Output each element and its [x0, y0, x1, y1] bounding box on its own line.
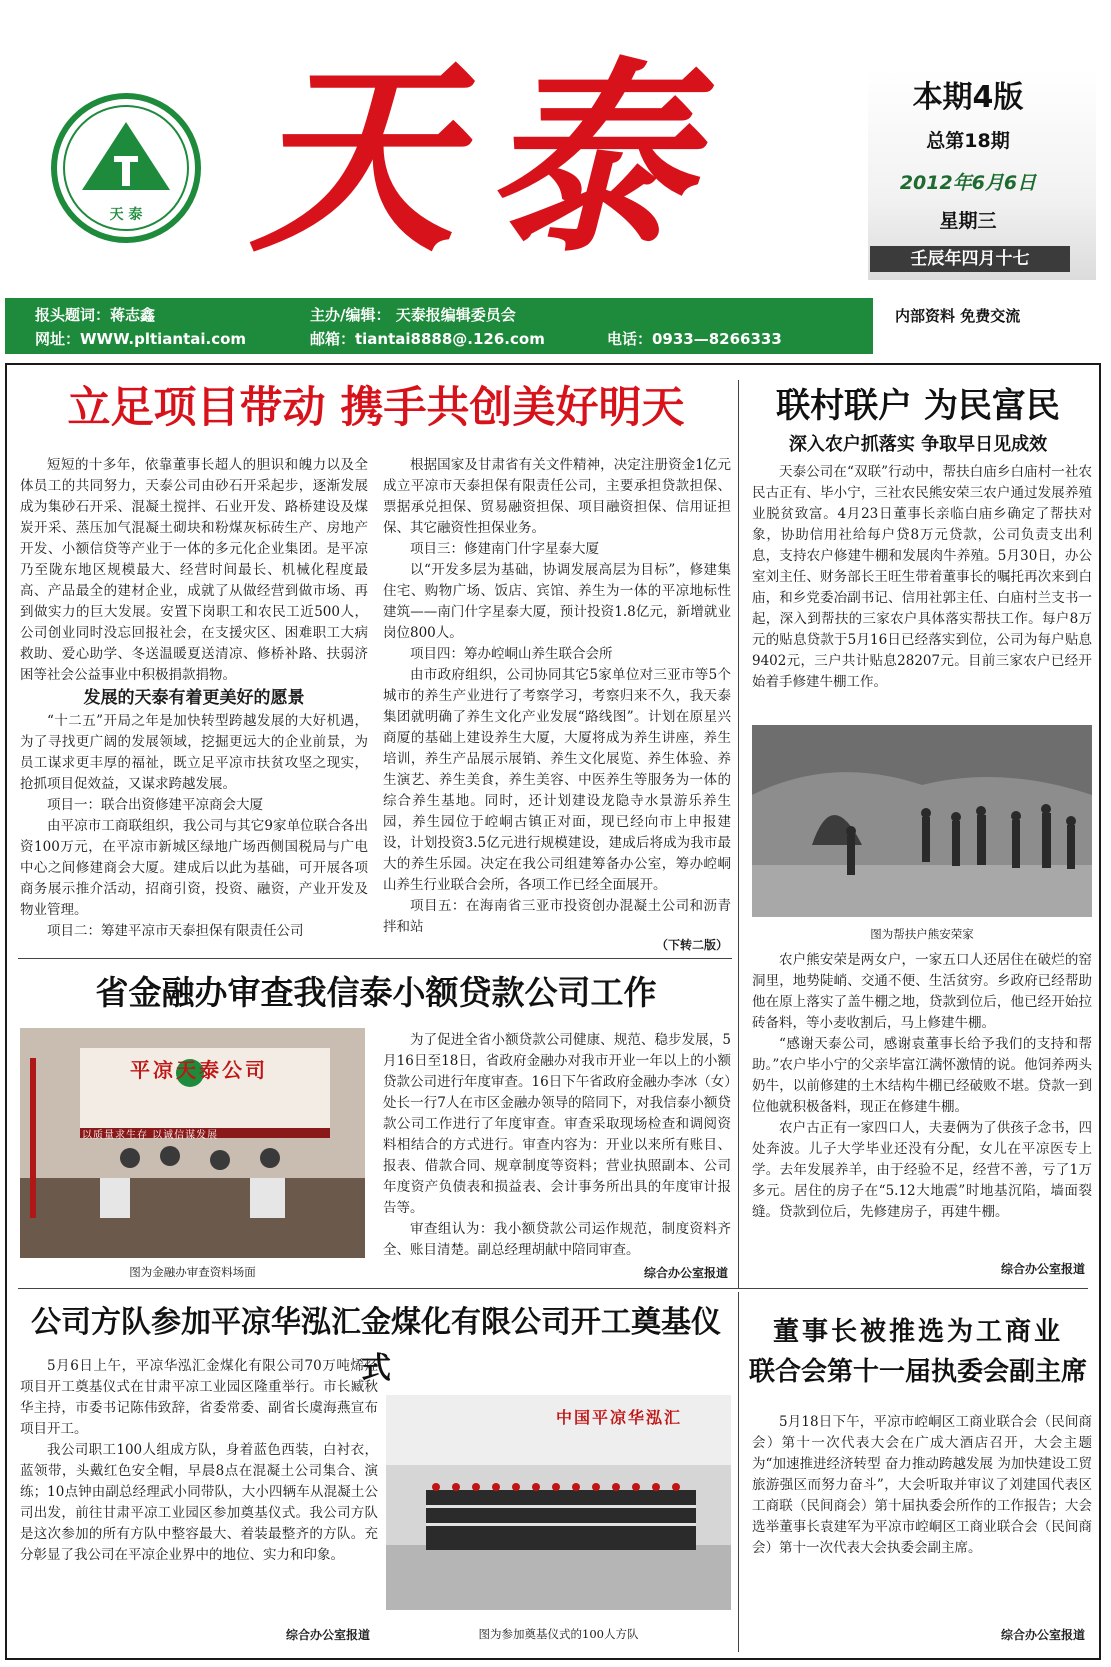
- paragraph: 审查组认为：我小额贷款公司运作规范，制度资料齐全、账目清楚。副总经理胡献中陪同审查。: [383, 1221, 731, 1258]
- paragraph: 由平凉市工商联组织，我公司与其它9家单位联合各出资100万元，在平凉市新城区绿地广场西侧国税局与广电中心之间修建商会大厦。建成后以此为基础，可开展各项商务展示推介活动，招商引资，投资、融资，产业开发及物业管理。: [20, 818, 368, 918]
- finance-headline: 省金融办审查我信泰小额贷款公司工作: [95, 973, 657, 1012]
- lead-column-2: [383, 455, 731, 938]
- paragraph: 我公司职工100人组成方队，身着蓝色西装，白衬衣，蓝领带，头戴红色安全帽，早晨8点在混凝土公司集合、演练；10点钟由副总经理武小同带队，大小四辆车从混凝土公司出发，前往甘肃平凉工业园区参加奠基仪式。我公司方队是这次参加的所有方队中整容最大、着装最整齐的方队。充分彰显了我公司在平凉企业界中的地位、实力和印象。: [20, 1442, 378, 1563]
- paragraph: 以“开发多层为基础，协调发展高层为目标”，修建集住宅、购物广场、饭店、宾馆、养生为一体的平凉地标性建筑——南门什字星泰大厦，预计投资1.8亿元，新增就业岗位800人。: [383, 562, 731, 641]
- issue-info-box: [868, 70, 1096, 280]
- chairman-byline: 综合办公室报道: [1000, 1628, 1085, 1642]
- newspaper-title: 天泰: [250, 40, 720, 280]
- village-subhead: 深入农户抓落实 争取早日见成效: [788, 434, 1048, 455]
- section-divider: [18, 958, 732, 959]
- organizer: 主办/编辑： 天泰报编辑委员会: [310, 306, 516, 324]
- chairman-headline-line-2: 联合会第十一届执委会副主席: [748, 1357, 1087, 1387]
- lunar-date: 壬辰年四月十七: [870, 246, 1070, 272]
- ceremony-photo-banner: 中国平凉华泓汇: [556, 1408, 683, 1427]
- continued-note: （下转二版）: [655, 938, 728, 952]
- paragraph: 为了促进全省小额贷款公司健康、规范、稳步发展，5月16日至18日，省政府金融办对我市开业一年以上的小额贷款公司进行年度审查。16日下午省政府金融办李冰（女）处长一行7人在市区金融办领导的陪同下，对我信泰小额贷款公司工作进行了年度审查。审查采取现场检查和调阅资料相结合的方式进行。审查内容为：开业以来所有账目、报表、借款合同、规章制度等资料；营业执照副本、公司年度资产负债表和损益表、会计事务所出具的年度审计报告等。: [383, 1032, 731, 1216]
- finance-byline: 综合办公室报道: [643, 1266, 728, 1280]
- chairman-headline-line-1: 董事长被推选为工商业: [772, 1317, 1063, 1347]
- section-divider: [18, 1288, 1088, 1289]
- masthead-info-bar: [5, 298, 873, 354]
- village-text-2: [752, 950, 1092, 1223]
- village-text-1: [752, 462, 1092, 693]
- internal-notice: 内部资料 免费交流: [895, 307, 1021, 325]
- lead-headline: 立足项目带动 携手共创美好明天: [67, 383, 685, 433]
- ceremony-byline: 综合办公室报道: [285, 1628, 370, 1642]
- ceremony-headline: 公司方队参加平凉华泓汇金煤化有限公司开工奠基仪式: [31, 1305, 721, 1386]
- paragraph: “感谢天泰公司，感谢袁董事长给予我们的支持和帮助。”农户毕小宁的父亲毕富江满怀激情的说。他饲养两头奶牛，以前修建的土木结构牛棚已经破败不堪。贷款一到位他就积极备料，现正在修建牛棚。: [752, 1036, 1092, 1115]
- finance-photo-banner: 平凉天泰公司: [130, 1058, 268, 1082]
- paragraph: 短短的十多年，依靠董事长超人的胆识和魄力以及全体员工的共同努力，天泰公司由砂石开采起步，逐渐发展成为集砂石开采、混凝土搅拌、石业开发、路桥建设及煤炭开采、蒸压加气混凝土砌块和粉煤灰标砖生产、房地产开发、小额信贷等产业于一体的多元化企业集团。是平凉乃至陇东地区规模最大、经营时间最长、机械化程度最高、产品最全的建材企业，成就了从做经营到做市场、再到做实力的巨大发展。安置下岗职工和农民工近500人，公司创业同时没忘回报社会，在支援灾区、困难职工大病救助、爱心助学、冬送温暖夏送清凉、修桥补路、扶弱济困等社会公益事业中积极捐款捐物。: [20, 457, 368, 683]
- website-link[interactable]: 网址：WWW.pltiantai.com: [35, 330, 247, 348]
- paragraph: “十二五”开局之年是加快转型跨越发展的大好机遇，为了寻找更广阔的发展领域，挖掘更远大的企业前景，为员工谋求更丰厚的福祉，既立足平凉市扶贫攻坚之现实，抢抓项目促效益，又谋求跨越发展。: [20, 713, 368, 792]
- chairman-text: [752, 1412, 1092, 1559]
- issue-pages: 本期4版: [912, 80, 1024, 115]
- column-divider: [738, 380, 739, 1288]
- column-divider: [738, 1292, 739, 1652]
- paragraph: 天泰公司在“双联”行动中，帮扶白庙乡白庙村一社农民古正有、毕小宁，三社农民熊安荣三农户通过发展养殖业脱贫致富。4月23日董事长亲临白庙乡确定了帮扶对象，协助信用社给每户贷8万元贷款，公司负责支出利息，支持农户修建牛棚和发展肉牛养殖。5月30日，办公室刘主任、财务部长王旺生带着董事长的嘱托再次来到白庙，和乡党委冶副书记、信用社郭主任、白庙村兰支书一起，深入到帮扶的三家农户具体落实帮扶工作。每户8万元的贴息贷款于5月16日已经落实到位，公司为每户贴息9402元，三户共计贴息28207元。目前三家农户已经开始着手修建牛棚工作。: [752, 464, 1092, 690]
- ceremony-photo-caption: 图为参加奠基仪式的100人方队: [478, 1627, 639, 1641]
- issue-number: 总第18期: [926, 130, 1010, 152]
- ceremony-photo: [386, 1395, 731, 1610]
- paragraph: 项目五：在海南省三亚市投资创办混凝土公司和沥青拌和站: [383, 898, 731, 935]
- paragraph: 项目四：筹办崆峒山养生联合会所: [410, 646, 613, 662]
- ceremony-text: [20, 1356, 378, 1566]
- masthead: [0, 0, 1111, 348]
- finance-photo: [20, 1028, 365, 1258]
- paragraph: 农户古正有一家四口人，夫妻俩为了供孩子念书，四处奔波。儿子大学毕业还没有分配，女儿在平凉医专上学。去年发展养羊，由于经验不足，经营不善，亏了1万多元。居住的房子在“5.12大地震”时地基沉陷，墙面裂缝。贷款到位后，先修建房子，再建牛棚。: [752, 1120, 1092, 1220]
- phone: 电话：0933—8266333: [607, 330, 782, 348]
- paragraph: 根据国家及甘肃省有关文件精神，决定注册资金1亿元成立平凉市天泰担保有限责任公司，主要承担贷款担保、票据承兑担保、贸易融资担保、项目融资担保、信用证担保、其它融资性担保业务。: [383, 457, 731, 536]
- paragraph: 由市政府组织，公司协同其它5家单位对三亚市等5个城市的养生产业进行了考察学习，考察归来不久，我天泰集团就明确了养生文化产业发展“路线图”。计划在原星兴商厦的基础上建设养生大厦，大厦将成为养生讲座，养生培训，养生产品展示展销、养生文化展览、养生体验、养生演艺、养生美食，养生美容、中医养生等服务为一体的综合养生基地。同时，还计划建设龙隐寺水景游乐养生园，养生园位于崆峒古镇正对面，现已经向市上申报建设，计划投资3.5亿元进行规模建设，建成后将成为我市最大的养生乐园。决定在我公司组建筹备办公室，筹办崆峒山养生行业联合会所，各项工作已经全面展开。: [383, 667, 731, 893]
- village-photo-image: [752, 725, 1092, 917]
- finance-text: [383, 1030, 731, 1261]
- paragraph: 5月18日下午，平凉市崆峒区工商业联合会（民间商会）第十一次代表大会在广成大酒店召开，大会主题为“加速推进经济转型 奋力推动跨越发展 为加快建设工贸旅游强区而努力奋斗”，大会听取并审议了刘建国代表区工商联（民间商会）第十届执委会所作的工作报告；大会选举董事长袁建军为平凉市崆峒区工商业联合会（民间商会）第十一次代表大会执委会副主席。: [752, 1414, 1092, 1556]
- finance-photo-caption: 图为金融办审查资料场面: [129, 1265, 256, 1279]
- inscription: 报头题词：蒋志鑫: [35, 306, 156, 324]
- paragraph: 项目三：修建南门什字星泰大厦: [410, 541, 599, 557]
- village-byline: 综合办公室报道: [1000, 1262, 1085, 1276]
- paragraph: 项目一：联合出资修建平凉商会大厦: [47, 797, 263, 813]
- issue-date: 2012年6月6日: [899, 172, 1037, 194]
- lead-column-1: [20, 455, 368, 942]
- paragraph: 5月6日上午，平凉华泓汇金煤化有限公司70万吨烯烃项目开工奠基仪式在甘肃平凉工业园区隆重举行。市长臧秋华主持，市委书记陈伟致辞，省委常委、副省长虞海燕宣布项目开工。: [20, 1358, 378, 1437]
- finance-photo-slogan: 以质量求生存 以诚信谋发展: [82, 1130, 219, 1141]
- village-headline: 联村联户 为民富民: [776, 386, 1060, 426]
- issue-weekday: 星期三: [939, 210, 997, 232]
- company-logo: [50, 92, 202, 244]
- village-photo: [752, 725, 1092, 917]
- village-photo-caption: 图为帮扶户熊安荣家: [870, 927, 974, 941]
- logo-text: 天 泰: [109, 207, 143, 223]
- email-link[interactable]: 邮箱：tiantai8888@.126.com: [310, 330, 545, 348]
- paragraph: 项目二：筹建平凉市天泰担保有限责任公司: [47, 923, 304, 939]
- paragraph: 农户熊安荣是两女户，一家五口人还居住在破烂的窑洞里，地势陡峭、交通不便、生活贫穷。乡政府已经帮助他在原上落实了盖牛棚之地，贷款到位后，他已经开始拉砖备料，等小麦收割后，马上修建牛棚。: [752, 952, 1092, 1031]
- lead-subhead: 发展的天泰有着更美好的愿景: [83, 688, 305, 708]
